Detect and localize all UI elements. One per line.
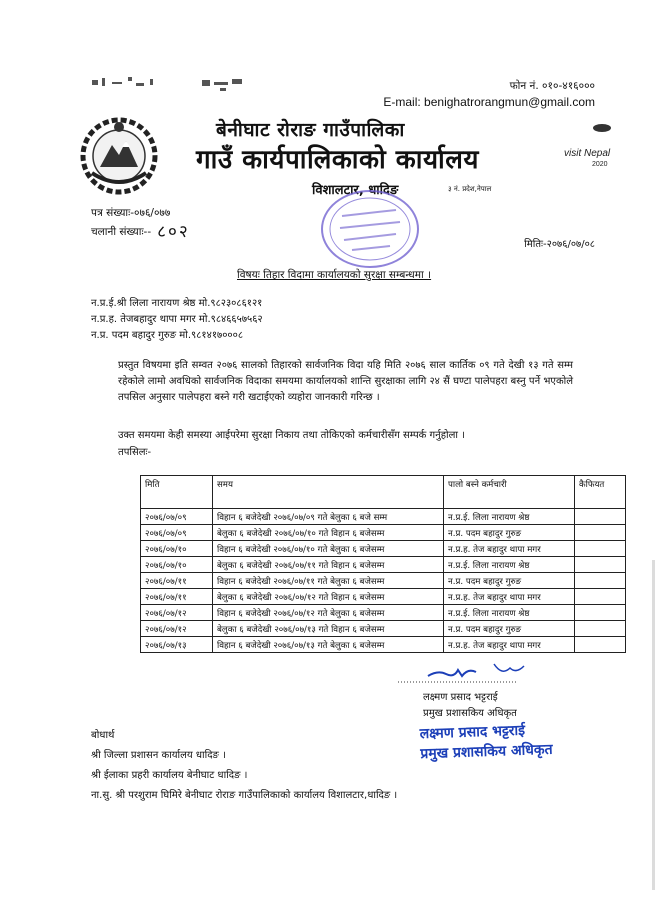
body-paragraph: प्रस्तुत विषयमा इति सम्वत २०७६ सालको तिहारको सार्वजनिक विदा यहि मिति २०७६ साल कार्तिक ०९ गते देखी १३ गते सम्म रहेकोले लामो अवधिको सार्वजनिक विदाका समयमा कार्यालयको शान्ति सुरक्षाका लागि २४ सैं घण्टा पालेपहरा बस्नु पर्ने भएकोले तपसिल अनुसार पालेपहरा बस्ने गरी खटाईएको व्यहोरा जानकारी गरिन्छ । [118,360,573,403]
cell-date: २०७६/०७/१२ [141,605,213,621]
cell-time: बेलुका ६ बजेदेखी २०७६/०७/१३ गते विहान ६ बजेसम्म [213,621,444,637]
visit-nepal-logo-icon [562,118,624,180]
cell-staff: न.प्र.ई. लिला नारायण श्रेष्ठ [444,605,575,621]
cell-staff: न.प्र.ह. तेज बहादुर थापा मगर [444,637,575,653]
office-seal-stamp [318,186,422,272]
phone-number: फोन नं. ०१०-४१६००० [509,80,595,92]
cell-remarks [575,621,626,637]
cell-remarks [575,541,626,557]
cell-staff: न.प्र.ह. तेज बहादुर थापा मगर [444,589,575,605]
recipient-item: न.प्र.ई.श्री लिला नारायण श्रेष्ठ मो.९८२३०८६१२१ [91,298,263,309]
cell-staff: न.प्र.ई. लिला नारायण श्रेष्ठ [444,509,575,525]
details-label: तपसिलः- [118,447,152,458]
letter-date: मितिः-२०७६/०७/०८ [524,239,595,250]
copy-to-item: श्री जिल्ला प्रशासन कार्यालय धादिङ । [91,750,226,761]
column-header-remarks: कैफियत [575,476,626,509]
table-row [141,637,626,653]
cell-date: २०७६/०७/१० [141,557,213,573]
cell-date: २०७६/०७/११ [141,573,213,589]
cell-time: विहान ६ बजेदेखी २०७६/०७/०९ गते बेलुका ६ बजे सम्म [213,509,444,525]
cell-time: विहान ६ बजेदेखी २०७६/०७/११ गते बेलुका ६ बजेसम्म [213,573,444,589]
stamp-name: लक्ष्मण प्रसाद भट्टराई [419,722,526,743]
table-row [141,621,626,637]
cell-remarks [575,509,626,525]
table-row [141,573,626,589]
signatory-name: लक्ष्मण प्रसाद भट्टराई [423,692,498,703]
cell-staff: न.प्र.ह. तेज बहादुर थापा मगर [444,541,575,557]
recipient-item: न.प्र.ह. तेजबहादुर थापा मगर मो.९८४६६५७५६२ [91,314,263,325]
cell-remarks [575,525,626,541]
office-title: गाउँ कार्यपालिकाको कार्यालय [196,145,479,175]
copy-to-block [91,726,397,806]
copy-to-item: श्री ईलाका प्रहरी कार्यालय बेनीघाट धादिङ । [91,770,248,781]
officer-name-stamp [419,720,553,765]
copy-to-label: बोधार्थ [91,730,115,741]
column-header-time: समय [213,476,444,509]
body-paragraph-contact: उक्त समयमा केही समस्या आईपरेमा सुरक्षा निकाय तथा तोकिएको कर्मचारीसँग सम्पर्क गर्नुहोला । [118,430,465,441]
scan-smudge [90,74,260,100]
cell-staff: न.प्र. पदम बहादुर गुरुङ [444,621,575,637]
cell-remarks [575,605,626,621]
province-label: ३ नं. प्रदेश,नेपाल [448,185,492,193]
recipient-item: न.प्र. पदम बहादुर गुरुङ मो.९८१४१७०००८ [91,330,244,341]
signatory-designation: प्रमुख प्रशासकिय अधिकृत [423,708,517,719]
email-address: E-mail: benighatrorangmun@gmail.com [383,95,595,109]
nepal-emblem-icon [78,115,160,197]
cell-time: बेलुका ६ बजेदेखी २०७६/०७/११ गते विहान ६ बजेसम्म [213,557,444,573]
cell-remarks [575,557,626,573]
table-row [141,509,626,525]
dispatch-number-handwritten: ८०२ [157,222,190,242]
scan-edge-shadow [652,560,655,890]
cell-date: २०७६/०७/०९ [141,525,213,541]
duty-roster-table [140,475,626,653]
contact-block [383,78,595,110]
cell-date: २०७६/०७/१० [141,541,213,557]
dispatch-number-line [91,222,190,241]
office-location: विशालटार, धादिङ [312,183,399,198]
recipients-list [91,296,263,344]
column-header-staff: पालो बस्ने कर्मचारी [444,476,575,509]
cell-date: २०७६/०७/०९ [141,509,213,525]
visit-nepal-text: visit Nepal [564,148,611,159]
table-row [141,541,626,557]
table-row [141,557,626,573]
reference-block [91,205,190,241]
municipality-name: बेनीघाट रोराङ गाउँपालिका [216,119,405,141]
cell-time: विहान ६ बजेदेखी २०७६/०७/१२ गते बेलुका ६ बजेसम्म [213,605,444,621]
letter-number: पत्र संख्याः-०७६/०७७ [91,207,171,219]
cell-date: २०७६/०७/१३ [141,637,213,653]
table-row [141,605,626,621]
cell-remarks [575,589,626,605]
cell-date: २०७६/०७/११ [141,589,213,605]
table-row [141,525,626,541]
copy-to-item: ना.सु. श्री परशुराम घिमिरे बेनीघाट रोराङ गाउँपालिकाको कार्यालय विशालटार,धादिङ । [91,790,398,801]
visit-nepal-year: 2020 [592,161,608,168]
cell-time: विहान ६ बजेदेखी २०७६/०७/१३ गते बेलुका ६ बजेसम्म [213,637,444,653]
cell-date: २०७६/०७/१२ [141,621,213,637]
cell-remarks [575,573,626,589]
cell-time: बेलुका ६ बजेदेखी २०७६/०७/१२ गते विहान ६ बजेसम्म [213,589,444,605]
cell-staff: न.प्र.ई. लिला नारायण श्रेष्ठ [444,557,575,573]
cell-time: विहान ६ बजेदेखी २०७६/०७/१० गते बेलुका ६ बजेसम्म [213,541,444,557]
stamp-designation: प्रमुख प्रशासकिय अधिकृत [420,741,553,763]
table-header-row [141,476,626,509]
dispatch-number-label: चलानी संख्याः-- [91,226,152,238]
column-header-date: मिति [141,476,213,509]
cell-time: बेलुका ६ बजेदेखी २०७६/०७/१० गते विहान ६ बजेसम्म [213,525,444,541]
letter-subject: विषयः तिहार विदामा कार्यालयको सुरक्षा सम्बन्धमा । [237,269,432,281]
table-row [141,589,626,605]
signatory-block [423,690,517,722]
cell-staff: न.प्र. पदम बहादुर गुरुङ [444,573,575,589]
cell-remarks [575,637,626,653]
cell-staff: न.प्र. पदम बहादुर गुरुङ [444,525,575,541]
handwritten-signature [398,662,568,686]
